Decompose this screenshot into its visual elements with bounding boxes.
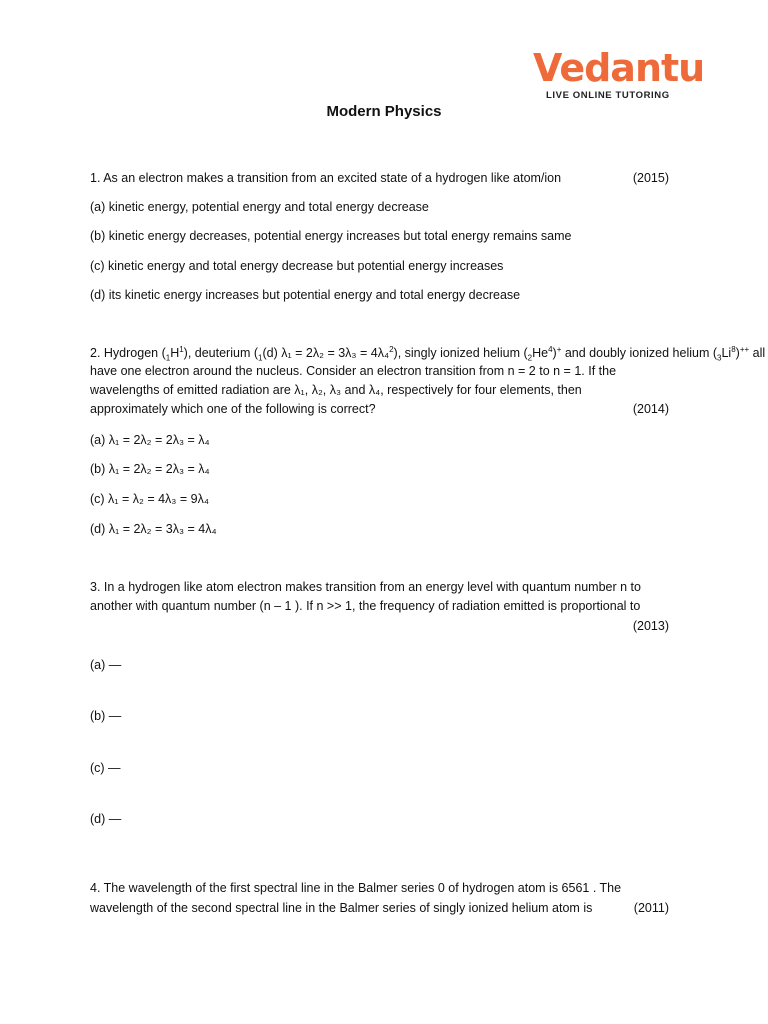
q2-option-a: (a) λ₁ = 2λ₂ = 2λ₃ = λ₄ (90, 433, 210, 447)
hydrogen-symbol: H (170, 346, 180, 360)
deuterium-mass-number: 2 (389, 344, 394, 354)
lithium-atomic-number: 3 (717, 353, 722, 363)
q3-year: (2013) (632, 619, 669, 633)
logo-wordmark: Vedantu (533, 46, 705, 90)
q2-stem-line-2: have one electron around the nucleus. Consider an electron transition from n = 2 to n = 1. If the (90, 364, 617, 378)
q1-option-c: (c) kinetic energy and total energy decrease but potential energy increases (90, 259, 504, 273)
q4-stem-line-2: wavelength of the second spectral line in the Balmer series of singly ionized helium atom is (90, 901, 593, 915)
lithium-charge: ++ (739, 344, 750, 354)
q2-text-2: ), deuterium ( (183, 346, 259, 360)
helium-symbol: He (532, 346, 549, 360)
q2-text-1: 2. Hydrogen ( (90, 346, 166, 360)
q1-option-a: (a) kinetic energy, potential energy and total energy decrease (90, 200, 429, 214)
deuterium-atomic-number: 1 (258, 353, 263, 363)
hydrogen-atomic-number: 1 (165, 353, 171, 363)
q2-stem-line-4: approximately which one of the following is correct? (90, 402, 376, 416)
q3-option-c: (c) — (90, 761, 121, 775)
helium-mass-number: 4 (548, 344, 553, 354)
q1-stem: 1. As an electron makes a transition from an excited state of a hydrogen like atom/ion (90, 171, 562, 185)
q1-year: (2015) (632, 171, 669, 185)
q2-stem-line-1: 2. Hydrogen $(_1H^1)$, deuterium $(_1(d) \lambda_1 = 2\lambda_2 = 3\lambda_3 = 4\lambda_4^2)$, singly ionized helium $(_2He^4)^+$ and doubly ionized helium $(_3Li^8)^{++}$ all (90, 344, 766, 363)
q2-option-d: (d) λ₁ = 2λ₂ = 3λ₃ = 4λ₄ (90, 522, 217, 536)
lithium-mass-number: 8 (731, 344, 736, 354)
q2-stem-line-3: wavelengths of emitted radiation are λ₁, λ₂, λ₃ and λ₄, respectively for four elements, then (90, 383, 582, 397)
helium-atomic-number: 2 (527, 353, 533, 363)
q1-option-b: (b) kinetic energy decreases, potential energy increases but total energy remains same (90, 229, 572, 243)
q2-option-b: (b) λ₁ = 2λ₂ = 2λ₃ = λ₄ (90, 462, 210, 476)
helium-charge: + (556, 344, 562, 354)
q1-option-d: (d) its kinetic energy increases but potential energy and total energy decrease (90, 288, 521, 302)
logo-tagline: LIVE ONLINE TUTORING (546, 90, 670, 101)
q2-text-5: all (749, 346, 766, 360)
vedantu-logo (533, 46, 705, 106)
q3-option-d: (d) — (90, 812, 122, 826)
q2-text-4: and doubly ionized helium ( (561, 346, 718, 360)
q2-year: (2014) (632, 402, 669, 416)
q4-stem-line-1: 4. The wavelength of the first spectral line in the Balmer series 0 of hydrogen atom is 6561 . The (90, 881, 622, 895)
lithium-symbol: Li (721, 346, 732, 360)
q2-option-c: (c) λ₁ = λ₂ = 4λ₃ = 9λ₄ (90, 492, 209, 506)
page-title: Modern Physics (326, 103, 442, 120)
q4-year: (2011) (633, 901, 669, 915)
q3-stem-line-1: 3. In a hydrogen like atom electron makes transition from an energy level with quantum number n to (90, 580, 641, 594)
hydrogen-mass-number: 1 (179, 344, 184, 354)
q3-option-a: (a) — (90, 658, 122, 672)
q3-option-b: (b) — (90, 709, 122, 723)
deuterium-symbol: (d) λ₁ = 2λ₂ = 3λ₃ = 4λ₄ (262, 346, 390, 360)
q3-stem-line-2: another with quantum number (n – 1 ). If n >> 1, the frequency of radiation emitted is proportional to (90, 599, 641, 613)
q2-text-3: ), singly ionized helium ( (393, 346, 528, 360)
